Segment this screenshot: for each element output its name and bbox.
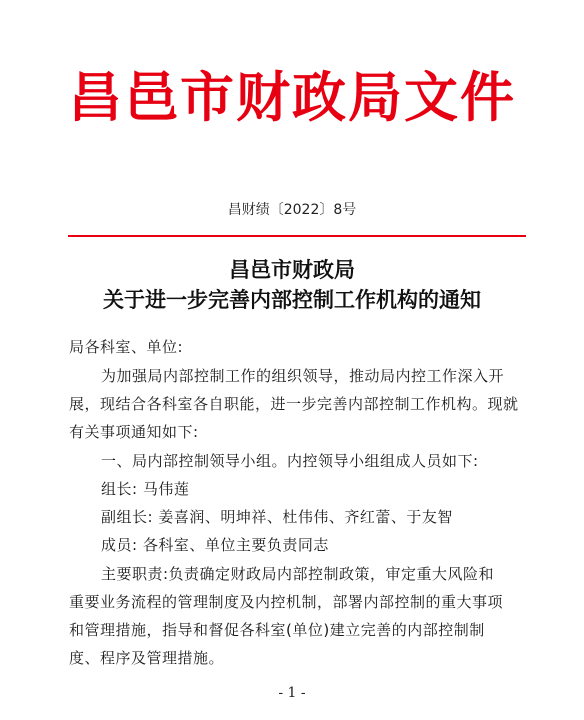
notice-title-line-2: 关于进一步完善内部控制工作机构的通知: [103, 287, 481, 312]
duties-paragraph-line: 主要职责:负责确定财政局内部控制政策，审定重大风险和: [101, 565, 495, 583]
deputy-group-leaders: 副组长: 姜喜润、明坤祥、杜伟伟、齐红蕾、于友智: [101, 508, 453, 526]
duties-paragraph-line: 度、程序及管理措施。: [69, 649, 225, 667]
intro-paragraph-line: 展，现结合各科室各自职能，进一步完善内部控制工作机构。现就: [69, 395, 519, 413]
group-members: 成员: 各科室、单位主要负责同志: [101, 536, 329, 554]
intro-paragraph-line: 为加强局内部控制工作的组织领导，推动局内控工作深入开: [101, 367, 505, 385]
salutation: 局各科室、单位:: [69, 338, 184, 356]
intro-paragraph-line: 有关事项通知如下:: [69, 423, 199, 441]
group-leader: 组长: 马伟莲: [101, 480, 190, 498]
red-divider-line: [68, 235, 526, 237]
issuing-authority-header: 昌邑市财政局文件: [68, 65, 516, 129]
section-1-heading: 一、局内部控制领导小组。内控领导小组组成人员如下:: [101, 452, 479, 470]
page-number: - 1 -: [278, 685, 306, 701]
duties-paragraph-line: 和管理措施，指导和督促各科室(单位)建立完善的内部控制制: [69, 621, 485, 639]
duties-paragraph-line: 重要业务流程的管理制度及内控机制，部署内部控制的重大事项: [69, 593, 504, 611]
document-number: 昌财绩〔2022〕8号: [227, 202, 357, 218]
notice-title-line-1: 昌邑市财政局: [229, 257, 355, 282]
